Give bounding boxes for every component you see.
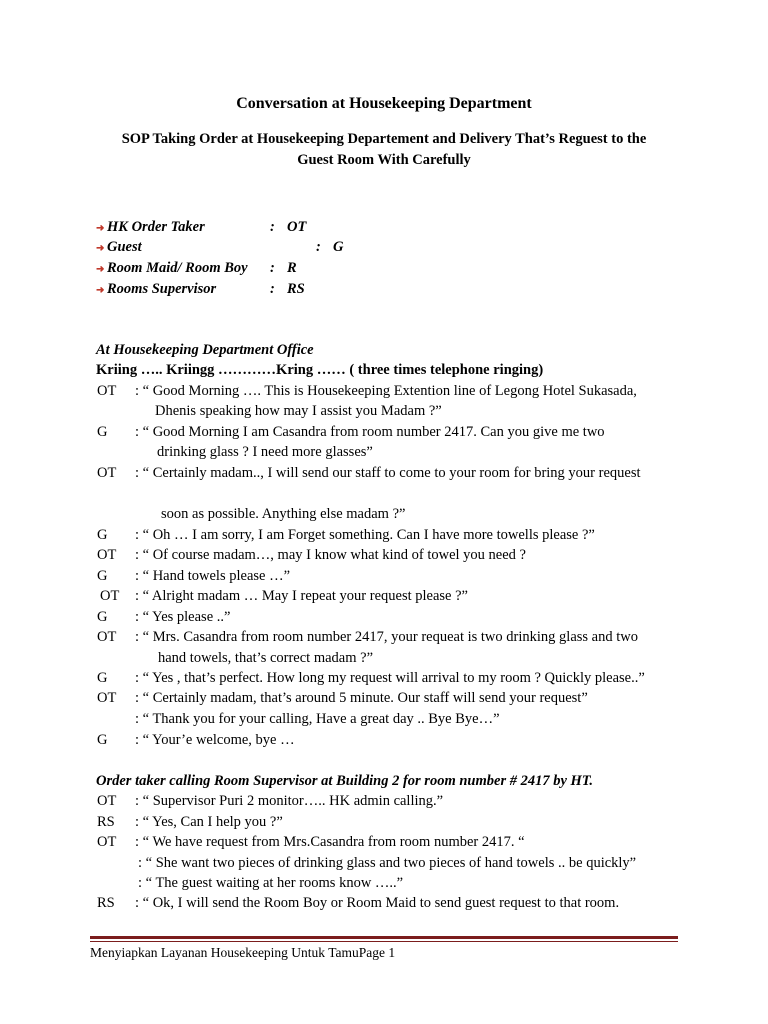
role-separator: :: [316, 239, 321, 255]
page-footer: Menyiapkan Layanan Housekeeping Untuk TamuPage 1: [90, 945, 396, 960]
dialog-line: Dhenis speaking how may I assist you Madam ?”: [155, 403, 442, 419]
role-item-order-taker: [96, 217, 205, 239]
dialog-line: : “ Certainly madam, that’s around 5 minute. Our staff will send your request”: [135, 690, 588, 706]
speaker-label: G: [97, 568, 108, 584]
bullet-arrow-icon: ➜: [96, 223, 105, 234]
dialog-line: : “ Yes, Can I help you ?”: [135, 814, 283, 830]
dialog-line: : “ Thank you for your calling, Have a great day .. Bye Bye…”: [135, 711, 500, 727]
dialog-line: : “ The guest waiting at her rooms know …..”: [138, 875, 404, 891]
role-name: Rooms Supervisor: [107, 281, 217, 297]
dialog-line: : “ Good Morning …. This is Housekeeping Extention line of Legong Hotel Sukasada,: [135, 383, 637, 399]
bullet-arrow-icon: ➜: [96, 285, 105, 296]
speaker-label: OT: [97, 834, 117, 850]
role-name: Room Maid/ Room Boy: [107, 260, 248, 276]
speaker-label: RS: [97, 895, 115, 911]
bullet-arrow-icon: ➜: [96, 243, 105, 254]
role-code: R: [287, 260, 297, 276]
dialog-line: : “ Oh … I am sorry, I am Forget something. Can I have more towells please ?”: [135, 527, 595, 543]
role-name: HK Order Taker: [107, 219, 205, 235]
speaker-label: OT: [97, 465, 117, 481]
dialog-line: : “ Supervisor Puri 2 monitor….. HK admin calling.”: [135, 793, 444, 809]
speaker-label: OT: [97, 690, 117, 706]
dialog-line: : “ Yes , that’s perfect. How long my request will arrival to my room ? Quickly please..”: [135, 670, 645, 686]
page-title: Conversation at Housekeeping Department: [236, 95, 532, 112]
role-name: Guest: [107, 239, 142, 255]
bullet-arrow-icon: ➜: [96, 264, 105, 275]
dialog-line: : “ Good Morning I am Casandra from room number 2417. Can you give me two: [135, 424, 605, 440]
dialog-line: : “ Certainly madam.., I will send our staff to come to your room for bring your request: [135, 465, 641, 481]
dialog-line: : “ Your’e welcome, bye …: [135, 732, 295, 748]
role-separator: :: [270, 281, 275, 297]
role-separator: :: [270, 260, 275, 276]
speaker-label: OT: [100, 588, 120, 604]
footer-rule-thick: [90, 936, 678, 939]
role-code: G: [333, 239, 344, 255]
speaker-label: OT: [97, 547, 117, 563]
speaker-label: OT: [97, 629, 117, 645]
footer-rule-thin: [90, 941, 678, 942]
section-heading-office: At Housekeeping Department Office: [96, 342, 314, 358]
speaker-label: OT: [97, 383, 117, 399]
dialog-line: : “ Ok, I will send the Room Boy or Room Maid to send guest request to that room.: [135, 895, 620, 911]
role-item-room-maid: [96, 258, 248, 280]
speaker-label: G: [97, 424, 108, 440]
speaker-label: G: [97, 732, 108, 748]
speaker-label: G: [97, 609, 108, 625]
dialog-line: : “ Hand towels please …”: [135, 568, 291, 584]
dialog-line: : “ Mrs. Casandra from room number 2417, your requeat is two drinking glass and two: [135, 629, 638, 645]
dialog-line: soon as possible. Anything else madam ?”: [161, 506, 406, 522]
subtitle-line-2: Guest Room With Carefully: [297, 152, 471, 168]
speaker-label: G: [97, 527, 108, 543]
speaker-label: G: [97, 670, 108, 686]
role-separator: :: [270, 219, 275, 235]
dialog-line: : “ We have request from Mrs.Casandra from room number 2417. “: [135, 834, 525, 850]
role-item-guest: [96, 237, 142, 259]
dialog-line: : “ Of course madam…, may I know what kind of towel you need ?: [135, 547, 526, 563]
speaker-label: RS: [97, 814, 115, 830]
role-item-rooms-supervisor: [96, 279, 216, 301]
dialog-line: : “ She want two pieces of drinking glass and two pieces of hand towels .. be quickly”: [138, 855, 637, 871]
dialog-line: : “ Yes please ..”: [135, 609, 231, 625]
role-code: OT: [287, 219, 307, 235]
section-heading-supervisor-call: Order taker calling Room Supervisor at Building 2 for room number # 2417 by HT.: [96, 773, 593, 789]
speaker-label: OT: [97, 793, 117, 809]
dialog-line: hand towels, that’s correct madam ?”: [158, 650, 374, 666]
role-code: RS: [287, 281, 305, 297]
subtitle-line-1: SOP Taking Order at Housekeeping Departement and Delivery That’s Reguest to the: [121, 131, 647, 147]
dialog-line: : “ Alright madam … May I repeat your request please ?”: [135, 588, 468, 604]
dialog-line: drinking glass ? I need more glasses”: [157, 444, 373, 460]
ringing-line: Kriing ….. Kriingg …………Kring …… ( three times telephone ringing): [96, 362, 544, 378]
